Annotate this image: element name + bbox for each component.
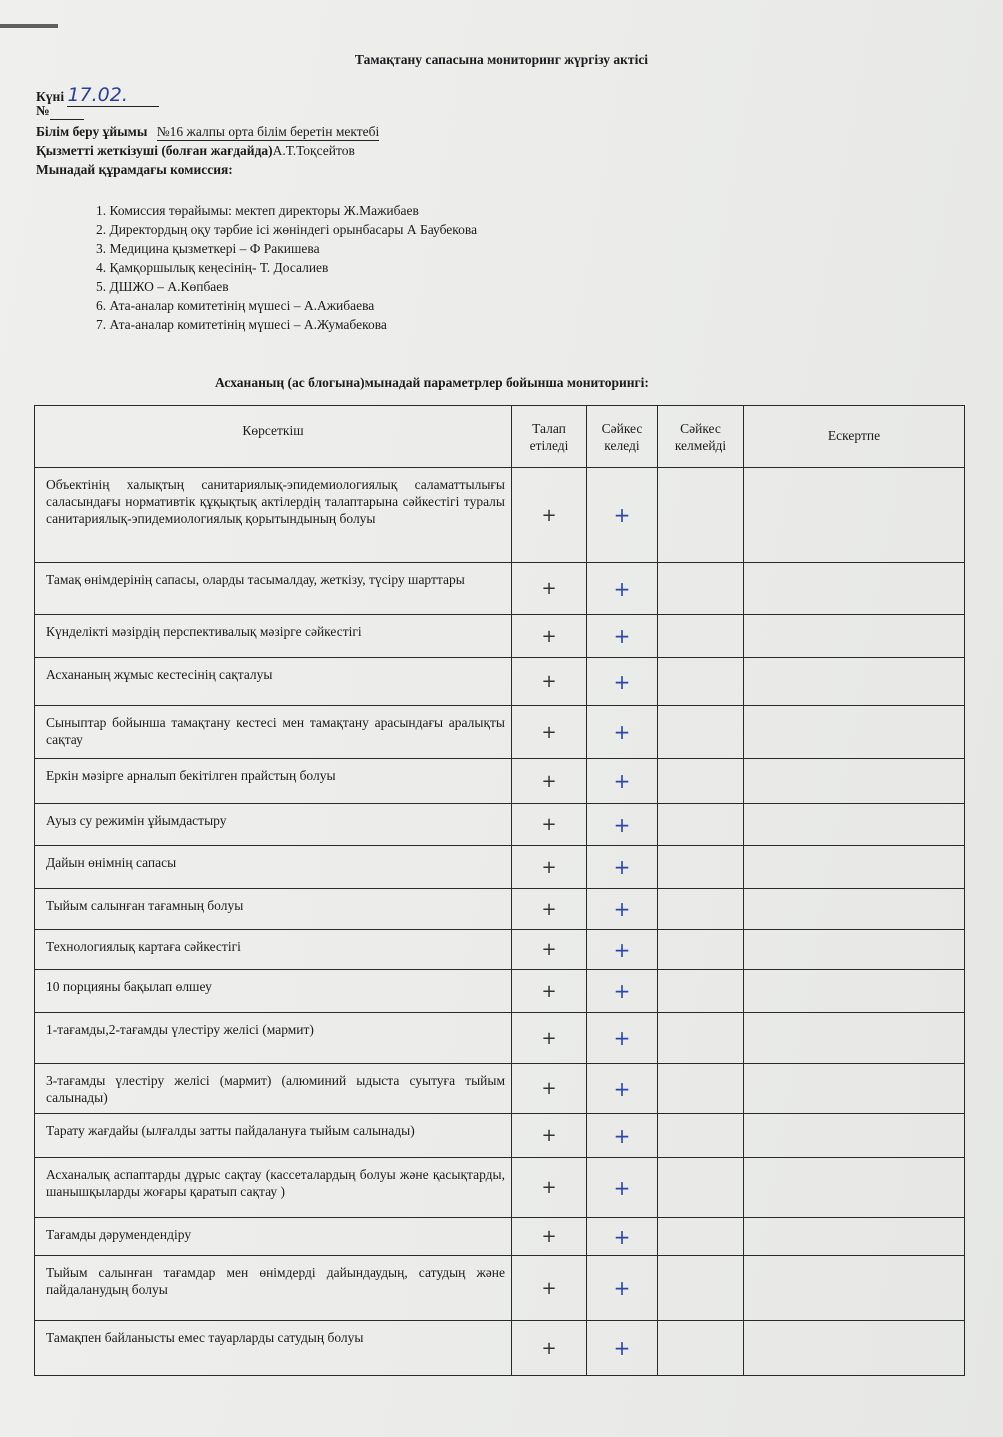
note-cell xyxy=(744,1064,965,1114)
monitoring-table xyxy=(34,405,965,1376)
member-item: 6. Ата-аналар комитетінің мүшесі – А.Ажибаева xyxy=(96,298,375,313)
table-row xyxy=(35,1256,965,1321)
note-cell xyxy=(744,889,965,930)
note-cell xyxy=(744,759,965,804)
commission-label: Мынадай құрамдағы комиссия: xyxy=(36,162,233,177)
header-note: Ескертпе xyxy=(744,406,965,468)
note-cell xyxy=(744,1321,965,1376)
required-cell: + xyxy=(512,970,587,1013)
complies-cell: + xyxy=(587,1256,658,1321)
table-row xyxy=(35,970,965,1013)
indicator-cell: Дайын өнімнің сапасы xyxy=(35,846,512,889)
note-cell xyxy=(744,658,965,706)
required-cell: + xyxy=(512,658,587,706)
table-row xyxy=(35,846,965,889)
indicator-cell: Сыныптар бойынша тамақтану кестесі мен тамақтану арасындағы аралықты сақтау xyxy=(35,706,512,759)
not-complies-cell xyxy=(658,468,744,563)
indicator-cell: Тыйым салынған тағамдар мен өнімдерді дайындаудың, сатудың және пайдаланудың болуы xyxy=(35,1256,512,1321)
required-cell: + xyxy=(512,1158,587,1218)
table-row xyxy=(35,930,965,970)
number-label: № xyxy=(36,103,50,118)
member-item: 3. Медицина қызметкері – Ф Ракишева xyxy=(96,241,320,256)
not-complies-cell xyxy=(658,970,744,1013)
required-cell: + xyxy=(512,1218,587,1256)
table-header-row xyxy=(35,406,965,468)
number-field xyxy=(50,103,84,120)
note-cell xyxy=(744,930,965,970)
indicator-cell: Тамақпен байланысты емес тауарларды сатудың болуы xyxy=(35,1321,512,1376)
table-row xyxy=(35,889,965,930)
not-complies-cell xyxy=(658,759,744,804)
header-complies: Сәйкес келеді xyxy=(587,406,658,468)
complies-cell: + xyxy=(587,468,658,563)
complies-cell: + xyxy=(587,1064,658,1114)
complies-cell: + xyxy=(587,658,658,706)
number-line xyxy=(36,103,84,120)
table-row xyxy=(35,658,965,706)
table-row xyxy=(35,759,965,804)
indicator-cell: Тамақ өнімдерінің сапасы, оларды тасымалдау, жеткізу, түсіру шарттары xyxy=(35,563,512,615)
indicator-cell: Технологиялық картаға сәйкестігі xyxy=(35,930,512,970)
note-cell xyxy=(744,1114,965,1158)
table-row xyxy=(35,706,965,759)
required-cell: + xyxy=(512,930,587,970)
not-complies-cell xyxy=(658,804,744,846)
complies-cell: + xyxy=(587,970,658,1013)
complies-cell: + xyxy=(587,1321,658,1376)
indicator-cell: 3-тағамды үлестіру желісі (мармит) (алюминий ыдыста суытуға тыйым салынады) xyxy=(35,1064,512,1114)
note-cell xyxy=(744,468,965,563)
required-cell: + xyxy=(512,1114,587,1158)
required-cell: + xyxy=(512,1256,587,1321)
not-complies-cell xyxy=(658,1321,744,1376)
note-cell xyxy=(744,1013,965,1064)
complies-cell: + xyxy=(587,706,658,759)
supplier-value: А.Т.Тоқсейтов xyxy=(272,143,355,158)
required-cell: + xyxy=(512,846,587,889)
member-item: 4. Қамқоршылық кеңесінің- Т. Досалиев xyxy=(96,260,329,275)
date-label: Күні xyxy=(36,89,65,104)
note-cell xyxy=(744,1158,965,1218)
not-complies-cell xyxy=(658,1114,744,1158)
complies-cell: + xyxy=(587,759,658,804)
indicator-cell: 1-тағамды,2-тағамды үлестіру желісі (мармит) xyxy=(35,1013,512,1064)
scan-mark xyxy=(0,24,58,28)
org-label: Білім беру ұйымы xyxy=(36,124,148,139)
complies-cell: + xyxy=(587,889,658,930)
complies-cell: + xyxy=(587,615,658,658)
not-complies-cell xyxy=(658,846,744,889)
not-complies-cell xyxy=(658,889,744,930)
complies-cell: + xyxy=(587,930,658,970)
complies-cell: + xyxy=(587,563,658,615)
table-row xyxy=(35,468,965,563)
required-cell: + xyxy=(512,1321,587,1376)
table-row xyxy=(35,1321,965,1376)
complies-cell: + xyxy=(587,804,658,846)
not-complies-cell xyxy=(658,930,744,970)
org-line xyxy=(36,124,379,141)
table-row xyxy=(35,615,965,658)
complies-cell: + xyxy=(587,1013,658,1064)
table-row xyxy=(35,1158,965,1218)
member-item: 1. Комиссия төрайымы: мектеп директоры Ж.Мажибаев xyxy=(96,203,419,218)
indicator-cell: Асхананың жұмыс кестесінің сақталуы xyxy=(35,658,512,706)
table-row xyxy=(35,563,965,615)
required-cell: + xyxy=(512,468,587,563)
table-row xyxy=(35,1218,965,1256)
note-cell xyxy=(744,706,965,759)
header-required: Талап етіледі xyxy=(512,406,587,468)
complies-cell: + xyxy=(587,1218,658,1256)
complies-cell: + xyxy=(587,846,658,889)
supplier-label: Қызметті жеткізуші (болған жағдайда) xyxy=(36,143,273,158)
note-cell xyxy=(744,970,965,1013)
not-complies-cell xyxy=(658,1013,744,1064)
note-cell xyxy=(744,1256,965,1321)
required-cell: + xyxy=(512,1013,587,1064)
commission-members xyxy=(96,201,477,334)
header-indicator: Көрсеткіш xyxy=(35,406,512,468)
note-cell xyxy=(744,615,965,658)
document-title: Тамақтану сапасына мониторинг жүргізу актісі xyxy=(354,52,649,67)
not-complies-cell xyxy=(658,658,744,706)
not-complies-cell xyxy=(658,1064,744,1114)
required-cell: + xyxy=(512,706,587,759)
table-row xyxy=(35,1013,965,1064)
section-subtitle: Асхананың (ас блогына)мынадай параметрлер бойынша мониторингі: xyxy=(215,375,649,390)
required-cell: + xyxy=(512,563,587,615)
org-value: №16 жалпы орта білім беретін мектебі xyxy=(156,124,380,139)
required-cell: + xyxy=(512,889,587,930)
required-cell: + xyxy=(512,759,587,804)
indicator-cell: Асханалық аспаптарды дұрыс сақтау (кассеталардың болуы және қасықтарды, шанышқыларды жоғары қаратып сақтау ) xyxy=(35,1158,512,1218)
not-complies-cell xyxy=(658,1158,744,1218)
table-row xyxy=(35,1114,965,1158)
indicator-cell: Ауыз су режимін ұйымдастыру xyxy=(35,804,512,846)
not-complies-cell xyxy=(658,563,744,615)
not-complies-cell xyxy=(658,706,744,759)
indicator-cell: Күнделікті мәзірдің перспективалық мәзірге сәйкестігі xyxy=(35,615,512,658)
required-cell: + xyxy=(512,615,587,658)
note-cell xyxy=(744,563,965,615)
date-value: 17.02. xyxy=(67,84,128,106)
complies-cell: + xyxy=(587,1158,658,1218)
not-complies-cell xyxy=(658,615,744,658)
indicator-cell: Еркін мәзірге арналып бекітілген прайстың болуы xyxy=(35,759,512,804)
required-cell: + xyxy=(512,1064,587,1114)
table-row xyxy=(35,1064,965,1114)
indicator-cell: Объектінің халықтың санитариялық-эпидемиологиялық саламаттылығы саласындағы нормативтік құқықтық актілердің талаптарына сәйкестігі туралы санитариялық-эпидемиологиялық қорытындының болуы xyxy=(35,468,512,563)
member-item: 7. Ата-аналар комитетінің мүшесі – А.Жумабекова xyxy=(96,317,387,332)
supplier-line xyxy=(36,143,355,159)
required-cell: + xyxy=(512,804,587,846)
note-cell xyxy=(744,1218,965,1256)
indicator-cell: 10 порцияны бақылап өлшеу xyxy=(35,970,512,1013)
indicator-cell: Тағамды дәрумендендіру xyxy=(35,1218,512,1256)
member-item: 2. Директордың оқу тәрбие ісі жөніндегі орынбасары А Баубекова xyxy=(96,222,478,237)
note-cell xyxy=(744,846,965,889)
indicator-cell: Тыйым салынған тағамның болуы xyxy=(35,889,512,930)
table-row xyxy=(35,804,965,846)
header-not-complies: Сәйкес келмейді xyxy=(658,406,744,468)
note-cell xyxy=(744,804,965,846)
complies-cell: + xyxy=(587,1114,658,1158)
not-complies-cell xyxy=(658,1256,744,1321)
not-complies-cell xyxy=(658,1218,744,1256)
member-item: 5. ДШЖО – А.Көпбаев xyxy=(96,279,229,294)
indicator-cell: Тарату жағдайы (ылғалды затты пайдалануға тыйым салынады) xyxy=(35,1114,512,1158)
